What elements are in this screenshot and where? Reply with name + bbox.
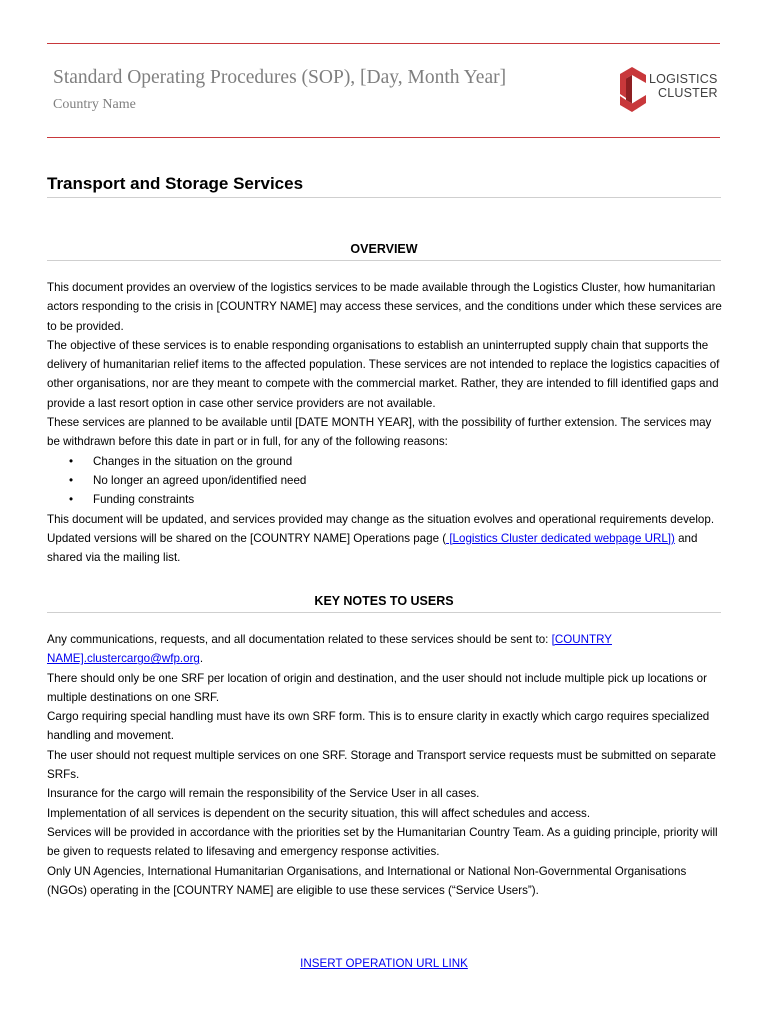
- list-item: • Changes in the situation on the ground: [47, 452, 723, 471]
- overview-rule: [47, 260, 721, 261]
- key-note-6: Implementation of all services is dependent on the security situation, this will affect schedules and access.: [47, 806, 591, 820]
- key-note-2: There should only be one SRF per location of origin and destination, and the user should not include multiple pick up locations or multiple destinations on one SRF.: [47, 671, 707, 704]
- key-note-1: [47, 630, 723, 669]
- header-country: Country Name: [53, 97, 136, 112]
- key-note-5: Insurance for the cargo will remain the responsibility of the Service User in all cases.: [47, 787, 480, 801]
- logo-mark-icon: [618, 66, 648, 114]
- paragraph-4-text: This document will be updated, and services provided may change as the situation evolves and operational requirements develop. Updated versions will be shared on the [COUNTRY NAME] Operations page (: [47, 512, 715, 545]
- list-item: • No longer an agreed upon/identified need: [47, 471, 723, 490]
- key-note-4: The user should not request multiple services on one SRF. Storage and Transport service requests must be submitted on separate SRFs.: [47, 748, 716, 782]
- key-note-1-text: Any communications, requests, and all documentation related to these services should be sent to:: [47, 633, 552, 646]
- header-top-rule: [47, 43, 720, 44]
- overview-paragraph-3: These services are planned to be available until [DATE MONTH YEAR], with the possibility of further extension. The services may be withdrawn before this date in part or in full, for any of the following reasons:: [47, 416, 712, 449]
- document-title: Transport and Storage Services: [47, 174, 304, 193]
- header-title: Standard Operating Procedures (SOP), [Day, Month Year]: [53, 67, 507, 88]
- overview-heading: OVERVIEW: [350, 242, 418, 256]
- key-notes-heading: KEY NOTES TO USERS: [314, 594, 454, 608]
- withdrawal-reasons-list: [47, 452, 723, 510]
- cluster-cargo-email-link[interactable]: [COUNTRY NAME].clustercargo@wfp.org: [47, 633, 612, 666]
- operation-url-link[interactable]: INSERT OPERATION URL LINK: [300, 957, 468, 970]
- key-note-3: Cargo requiring special handling must have its own SRF form. This is to ensure clarity in exactly which cargo requires specialized handling and movement.: [47, 710, 710, 743]
- key-note-7: Services will be provided in accordance with the priorities set by the Humanitarian Country Team. As a guiding principle, priority will be given to requests related to lifesaving and emergency response activities.: [47, 825, 718, 859]
- key-note-8: Only UN Agencies, International Humanitarian Organisations, and International or National Non-Governmental Organisations (NGOs) operating in the [COUNTRY NAME] are eligible to use these services (“Service Users”).: [47, 864, 687, 897]
- overview-paragraph-2: The objective of these services is to enable responding organisations to establish an uninterrupted supply chain that supports the delivery of humanitarian relief items to the affected population. These services are not intended to replace the logistics capacities of other organisations, nor are they meant to compete with the commercial market. Rather, they are intended to fill identified gaps and provide a last resort option in case other service providers are not available.: [47, 338, 720, 410]
- logo-text: [649, 72, 718, 100]
- logistics-cluster-logo: [618, 66, 718, 114]
- key-note-1-tail: .: [199, 652, 204, 666]
- title-rule: [47, 197, 721, 198]
- footer: [0, 957, 768, 970]
- logo-line-1: LOGISTICS: [649, 72, 718, 86]
- header-bottom-rule: [47, 137, 720, 138]
- key-notes-body: [47, 630, 723, 900]
- logistics-cluster-webpage-link[interactable]: [Logistics Cluster dedicated webpage URL]): [446, 531, 675, 545]
- key-notes-rule: [47, 612, 721, 613]
- list-item: • Funding constraints: [47, 490, 723, 509]
- overview-paragraph-1: This document provides an overview of the logistics services to be made available through the Logistics Cluster, how humanitarian actors responding to the crisis in [COUNTRY NAME] may access these services, and the conditions under which these services are to be provided.: [47, 281, 722, 333]
- logo-line-2: CLUSTER: [658, 86, 718, 100]
- paragraph-4-tail: and shared via the mailing list.: [47, 531, 698, 565]
- overview-body: [47, 278, 723, 567]
- overview-paragraph-4: [47, 510, 723, 568]
